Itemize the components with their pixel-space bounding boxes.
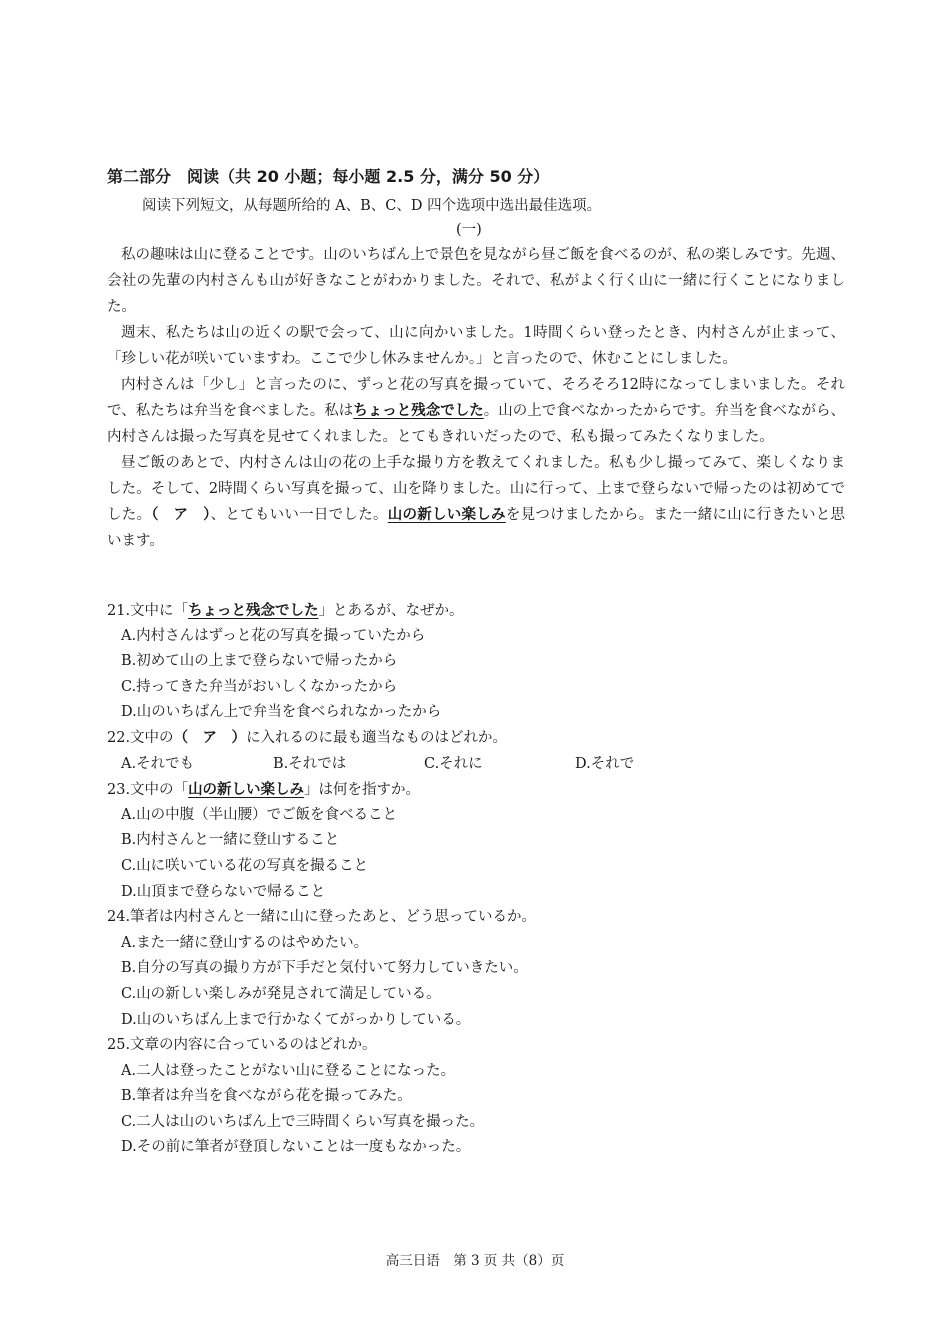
question-text: 23.文中の「 <box>107 782 189 799</box>
underlined-phrase: ちょっと残念でした <box>188 602 319 619</box>
passage-paragraph-4 <box>107 450 845 554</box>
instruction-text: 阅读下列短文，从每题所给的 A、B、C、D 四个选项中选出最佳选项。 <box>142 198 602 214</box>
question-23 <box>107 777 847 803</box>
option-22-b: B.それでは <box>273 755 347 772</box>
option-24-a: A.また一緒に登山するのはやめたい。 <box>121 934 369 951</box>
passage-paragraph-3 <box>107 372 845 450</box>
paragraph-text: 。山の上で食べなかったからです。弁当を食べながら、内村さんは撮った写真を見せてくれました。とてもきれいだったので、私も撮ってみたくなりました。 <box>107 403 845 445</box>
option-23-a: A.山の中腹（半山腰）でご飯を食べること <box>121 806 398 823</box>
option-22-c: C.それに <box>424 755 483 772</box>
question-24: 24.筆者は内村さんと一緒に山に登ったあと、どう思っているか。 <box>107 909 537 926</box>
option-24-b: B.自分の写真の撮り方が下手だと気付いて努力していきたい。 <box>121 960 528 977</box>
underlined-phrase: 山の新しい楽しみ <box>387 506 506 523</box>
option-21-d: D.山のいちばん上で弁当を食べられなかったから <box>121 704 442 721</box>
paragraph-text: 昼ご飯のあとで、内村さんは山の花の上手な撮り方を教えてくれました。私も少し撮ってみて、楽しくなりました。そして、2時間くらい写真を撮って、山を降りました。山に行って、上まで登らないで帰ったのは初めてでした。 <box>107 455 845 523</box>
paragraph-text: を見つけましたから。また一緒に山に行きたいと思います。 <box>107 507 846 549</box>
option-23-d: D.山頂まで登らないで帰ること <box>121 883 326 900</box>
question-21 <box>107 598 847 624</box>
option-23-c: C.山に咲いている花の写真を撮ること <box>121 857 369 874</box>
section-heading: 第二部分 阅读（共 20 小题；每小题 2.5 分，满分 50 分） <box>107 167 550 186</box>
question-text: 21.文中に「 <box>107 603 189 619</box>
option-24-c: C.山の新しい楽しみが発見されて満足している。 <box>121 985 441 1002</box>
underlined-phrase: 山の新しい楽しみ <box>188 781 305 799</box>
option-22-a: A.それでも <box>121 755 195 772</box>
page-footer: 高三日语 第 3 页 共（8）页 <box>385 1253 565 1269</box>
question-text: 」は何を指すか。 <box>304 782 421 799</box>
option-25-a: A.二人は登ったことがない山に登ることになった。 <box>121 1062 456 1079</box>
option-21-a: A.内村さんはずっと花の写真を撮っていたから <box>121 627 426 644</box>
reading-passage <box>107 242 845 554</box>
question-text: に入れるのに最も適当なものはどれか。 <box>246 729 508 746</box>
blank-a: （ ア ） <box>151 507 211 523</box>
passage-paragraph-2: 週末、私たちは山の近くの駅で会って、山に向かいました。1時間くらい登ったとき、内村さんが止まって、「珍しい花が咲いていますわ。ここで少し休みませんか。」と言ったので、休むことにしました。 <box>107 325 845 367</box>
option-21-c: C.持ってきた弁当がおいしくなかったから <box>121 678 398 695</box>
options-22 <box>107 752 847 778</box>
passage-paragraph-1: 私の趣味は山に登ることです。山のいちばん上で景色を見ながら昼ご飯を食べるのが、私の楽しみです。先週、会社の先輩の内村さんも山が好きなことがわかりました。それで、私がよく行く山に一緒に行くことになりました。 <box>107 247 845 315</box>
option-25-b: B.筆者は弁当を食べながら花を撮ってみた。 <box>121 1088 412 1105</box>
question-text: 22.文中の <box>107 729 174 746</box>
blank-a: （ ア ） <box>173 729 247 746</box>
passage-number: (一) <box>456 222 482 238</box>
option-25-d: D.その前に筆者が登頂しないことは一度もなかった。 <box>121 1139 471 1156</box>
option-22-d: D.それで <box>575 755 635 772</box>
paragraph-text: 内村さんは「少し」と言ったのに、ずっと花の写真を撮っていて、そろそろ12時になってしまいました。それで、私たちは弁当を食べました。私は <box>107 377 845 419</box>
option-23-b: B.内村さんと一緒に登山すること <box>121 832 340 849</box>
question-list <box>107 598 847 1161</box>
underlined-phrase: ちょっと残念でした <box>353 402 484 419</box>
question-22 <box>107 726 847 752</box>
paragraph-text: 、とてもいい一日でした。 <box>210 507 388 523</box>
option-21-b: B.初めて山の上まで登らないで帰ったから <box>121 653 398 670</box>
question-25: 25.文章の内容に合っているのはどれか。 <box>107 1037 377 1054</box>
option-24-d: D.山のいちばん上まで行かなくてがっかりしている。 <box>121 1011 471 1028</box>
question-text: 」とあるが、なぜか。 <box>318 603 464 619</box>
option-25-c: C.二人は山のいちばん上で三時間くらい写真を撮った。 <box>121 1113 485 1130</box>
